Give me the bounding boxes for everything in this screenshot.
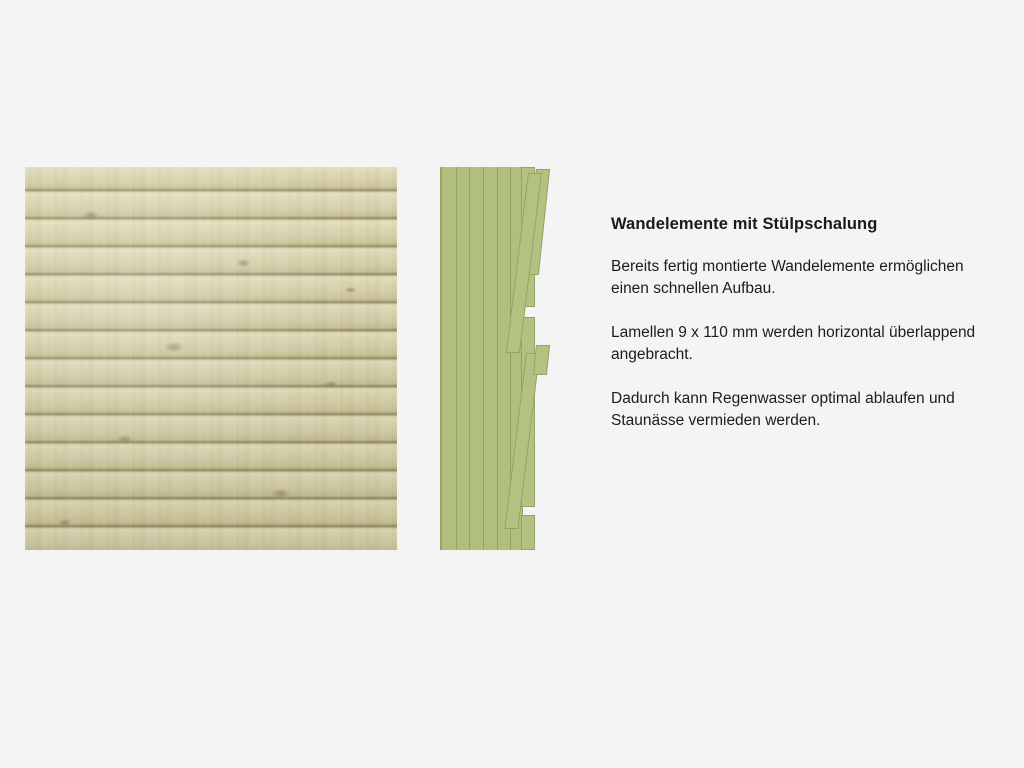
page-title: Wandelemente mit Stülpschalung <box>611 215 878 233</box>
lap-board-4 <box>533 345 550 375</box>
lap-siding-cross-section <box>440 167 590 550</box>
wood-cladding-photo <box>25 167 397 550</box>
description-paragraph-2: Lamellen 9 x 110 mm werden horizontal überlappend angebracht. <box>611 324 976 363</box>
description-paragraph-1: Bereits fertig montierte Wandelemente ermöglichen einen schnellen Aufbau. <box>611 258 964 297</box>
description-text-block <box>611 215 991 432</box>
batten-lower <box>521 515 535 550</box>
cladding-boards-texture <box>25 167 397 550</box>
description-paragraph-3: Dadurch kann Regenwasser optimal ablaufen und Staunässe vermieden werden. <box>611 390 955 429</box>
